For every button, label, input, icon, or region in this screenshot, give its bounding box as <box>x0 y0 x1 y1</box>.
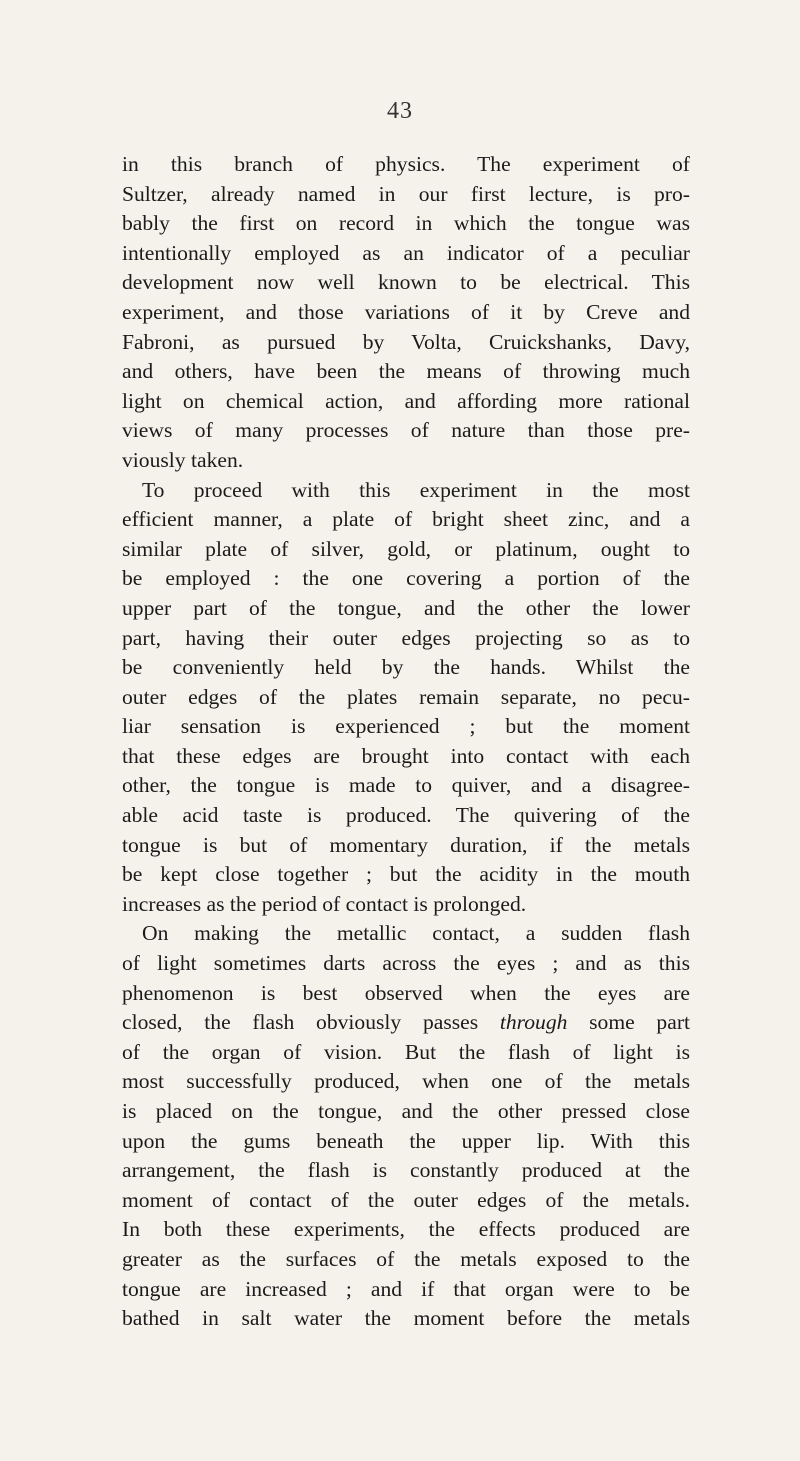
text-line: of the organ of vision. But the flash of light is <box>122 1039 690 1064</box>
text-line: development now well known to be electrical. This <box>122 270 690 295</box>
italic-word: through <box>499 1010 568 1035</box>
text-line: intentionally employed as an indicator of a peculiar <box>122 240 690 265</box>
page-number: 43 <box>387 98 413 124</box>
text-line: To proceed with this experiment in the most <box>142 477 690 502</box>
text-line: part, having their outer edges projecting so as to <box>122 625 690 650</box>
text-line: able acid taste is produced. The quivering of the <box>122 803 690 828</box>
text-line: of light sometimes darts across the eyes ; and as this <box>122 951 690 976</box>
text-line: most successfully produced, when one of the metals <box>122 1069 690 1094</box>
text-line: bathed in salt water the moment before the metals <box>122 1306 690 1331</box>
text-line: Fabroni, as pursued by Volta, Cruickshanks, Davy, <box>122 329 690 354</box>
text-line: be conveniently held by the hands. Whilst the <box>122 655 690 680</box>
text-line: be employed : the one covering a portion of the <box>122 566 690 591</box>
text-line: be kept close together ; but the acidity in the mouth <box>122 862 690 887</box>
text-line: and others, have been the means of throwing much <box>122 359 690 384</box>
text-line: views of many processes of nature than those pre- <box>122 418 690 443</box>
text-line: tongue are increased ; and if that organ were to be <box>122 1276 690 1301</box>
text-line: light on chemical action, and affording more rational <box>122 388 690 413</box>
text-line: phenomenon is best observed when the eyes are <box>122 980 690 1005</box>
text-line: other, the tongue is made to quiver, and a disagree- <box>122 773 690 798</box>
text-line: efficient manner, a plate of bright sheet zinc, and a <box>122 507 690 532</box>
text-line: increases as the period of contact is prolonged. <box>122 891 527 916</box>
text-line-part: closed, the flash obviously passes <box>122 1010 479 1035</box>
text-line: On making the metallic contact, a sudden flash <box>142 921 690 946</box>
text-line: moment of contact of the outer edges of the metals. <box>122 1187 690 1212</box>
text-line: similar plate of silver, gold, or platinum, ought to <box>122 536 690 561</box>
text-line: In both these experiments, the effects produced are <box>122 1217 690 1242</box>
text-line: outer edges of the plates remain separate, no pecu- <box>122 684 690 709</box>
text-line: tongue is but of momentary duration, if the metals <box>122 832 690 857</box>
text-line <box>122 1008 690 1038</box>
text-line: that these edges are brought into contact with each <box>122 743 690 768</box>
text-line: Sultzer, already named in our first lecture, is pro- <box>122 181 690 206</box>
text-line: experiment, and those variations of it by Creve and <box>122 299 690 324</box>
text-line: viously taken. <box>122 447 244 472</box>
text-line-part: some part <box>567 1010 691 1035</box>
text-line: upper part of the tongue, and the other the lower <box>122 595 690 620</box>
text-line: arrangement, the flash is constantly produced at the <box>122 1158 690 1183</box>
text-line: upon the gums beneath the upper lip. With this <box>122 1128 690 1153</box>
body-text <box>122 150 690 1334</box>
text-line: liar sensation is experienced ; but the moment <box>122 714 690 739</box>
text-line: is placed on the tongue, and the other pressed close <box>122 1099 690 1123</box>
text-line: in this branch of physics. The experiment of <box>122 152 690 176</box>
text-line: bably the first on record in which the tongue was <box>122 211 690 236</box>
text-line: greater as the surfaces of the metals exposed to the <box>122 1246 690 1271</box>
